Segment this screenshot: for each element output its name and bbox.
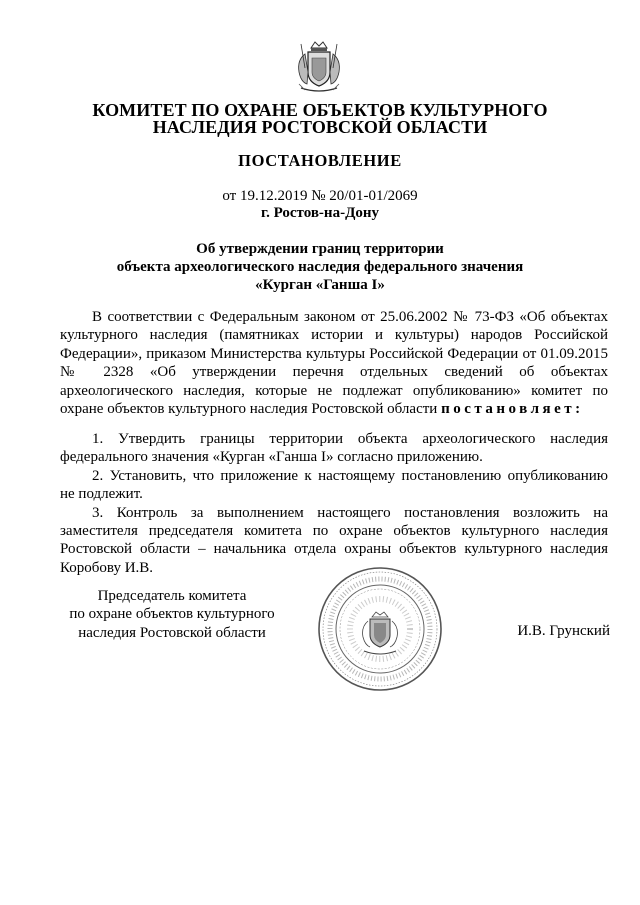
decree-word: постановляет: bbox=[441, 401, 584, 418]
organization-name-line2: НАСЛЕДИЯ РОСТОВСКОЙ ОБЛАСТИ bbox=[152, 117, 488, 137]
signatory-position-line2: по охране объектов культурного bbox=[69, 606, 275, 623]
decree-item-3: 3. Контроль за выполнением настоящего постановления возложить на заместителя председателя комитета по охране объектов культурного наследия Ростовской области – начальника отдела охраны объектов культурного наследия Коробову И.В. bbox=[60, 504, 608, 576]
decree-item-1: 1. Утвердить границы территории объекта археологического наследия федерального значения «Курган «Ганша I» согласно приложению. bbox=[60, 431, 608, 466]
subject-line1: Об утверждении границ территории bbox=[196, 241, 444, 257]
document-subject bbox=[80, 240, 560, 294]
organization-name bbox=[40, 102, 600, 136]
document-date-number: от 19.12.2019 № 20/01-01/2069 bbox=[222, 188, 418, 204]
decree-items bbox=[60, 430, 608, 577]
signatory-name: И.В. Грунский bbox=[517, 623, 610, 639]
decree-item-2: 2. Установить, что приложение к настоящему постановлению опубликованию не подлежит. bbox=[60, 467, 608, 503]
signatory-position bbox=[52, 587, 292, 642]
organization-name-line1: КОМИТЕТ ПО ОХРАНЕ ОБЪЕКТОВ КУЛЬТУРНОГО bbox=[92, 100, 548, 120]
subject-line2: объекта археологического наследия федерального значения bbox=[116, 259, 524, 275]
signatory-position-line3: наследия Ростовской области bbox=[78, 624, 266, 641]
subject-line3: «Курган «Ганша I» bbox=[255, 277, 385, 293]
official-seal-icon bbox=[316, 565, 444, 693]
signatory-position-line1: Председатель комитета bbox=[97, 588, 247, 604]
preamble-paragraph bbox=[60, 308, 608, 418]
document-type: ПОСТАНОВЛЕНИЕ bbox=[238, 151, 402, 170]
coat-of-arms-icon bbox=[291, 38, 347, 96]
document-city: г. Ростов-на-Дону bbox=[260, 205, 380, 221]
preamble-text: В соответствии с Федеральным законом от 25.06.2002 № 73-ФЗ «Об объектах культурного наследия (памятниках истории и культуры) народов Российской Федерации», приказом Министерства культуры Российской Федерации от 01.09.2015 № 2328 «Об утверждении перечня отдельных сведений об объектах археологического наследия, которые не подлежат опубликованию» комитет по охране объектов культурного наследия Ростовской области bbox=[60, 309, 608, 418]
